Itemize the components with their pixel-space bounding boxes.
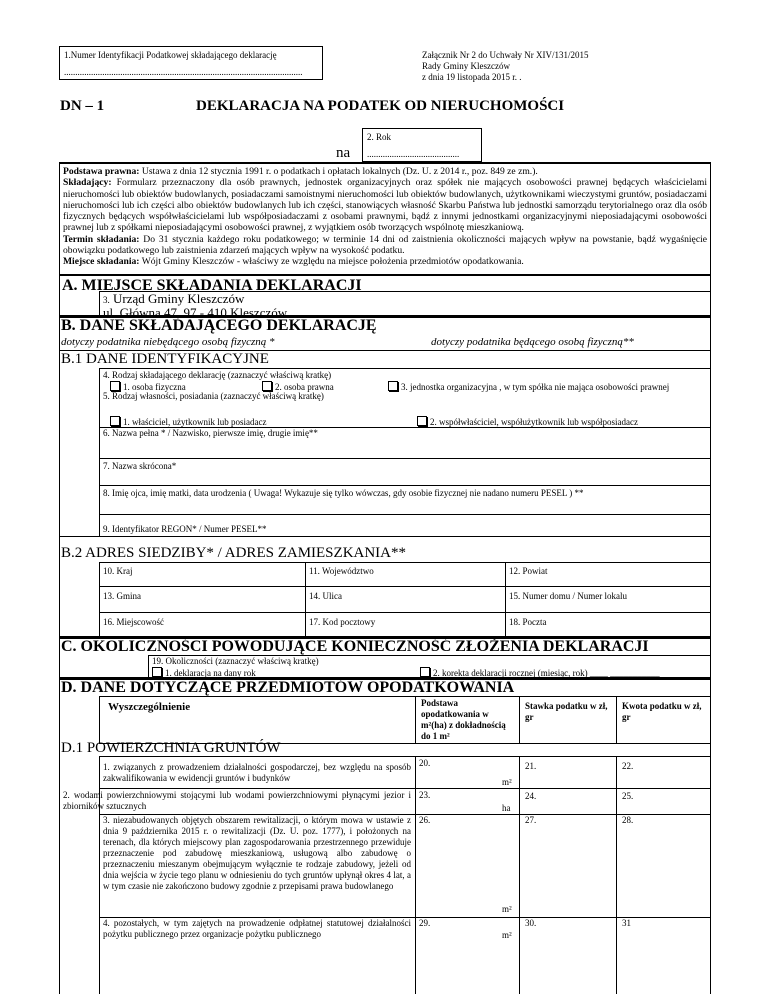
checkbox-icon[interactable] — [388, 381, 398, 391]
table-row-1-amount-no[interactable]: 22. — [622, 761, 634, 771]
table-row-2-amount-no[interactable]: 25. — [622, 791, 634, 801]
nip-label: 1.Numer Identyfikacji Podatkowej składającego deklarację — [64, 50, 277, 60]
basis-label: Podstawa prawna: — [63, 166, 140, 177]
field-19-label: 19. Okoliczności (zaznaczyć właściwą kratkę) — [152, 656, 319, 666]
year-box[interactable] — [362, 128, 482, 162]
annex-line-2: Rady Gminy Kleszczów — [422, 61, 510, 71]
office-name: Urząd Gminy Kleszczów — [109, 291, 245, 306]
field-4-label: 4. Rodzaj składającego deklarację (zaznaczyć właściwą kratkę) — [103, 370, 332, 380]
field-12-district[interactable]: 12. Powiat — [509, 566, 548, 576]
field-17-postal-code[interactable]: 17. Kod pocztowy — [309, 617, 376, 627]
table-row-2-base-no[interactable]: 23. — [419, 790, 431, 800]
opt-label: 2. osoba prawna — [275, 382, 334, 392]
table-row-2-rate-no[interactable]: 24. — [525, 791, 537, 801]
office-address: ul. Główna 47, 97 - 410 Kleszczów — [103, 305, 288, 320]
table-row-1-rate-no[interactable]: 21. — [525, 761, 537, 771]
field-4-opt-3[interactable] — [388, 381, 669, 393]
checkbox-icon[interactable] — [420, 667, 430, 677]
field-6-label[interactable]: 6. Nazwa pełna * / Nazwisko, pierwsze imię, drugie imię** — [103, 428, 318, 438]
b2-title: B.2 ADRES SIEDZIBY* / ADRES ZAMIESZKANIA** — [61, 545, 407, 561]
field-11-voivodeship[interactable]: 11. Województwo — [309, 566, 374, 576]
na-label: na — [336, 145, 351, 161]
field-5-label: 5. Rodzaj własności, posiadania (zaznaczyć właściwą kratkę) — [103, 391, 324, 401]
legal-info-box — [59, 162, 711, 275]
checkbox-icon[interactable] — [110, 416, 120, 426]
opt-label: 1. deklaracja na dany rok — [165, 668, 256, 678]
checkbox-icon[interactable] — [110, 381, 120, 391]
field-18-post-office[interactable]: 18. Poczta — [509, 617, 547, 627]
table-row-4-unit: m² — [502, 930, 512, 940]
field-9-label[interactable]: 9. Identyfikator REGON* / Numer PESEL** — [103, 524, 267, 534]
col-amount-header: Kwota podatku w zł, gr — [622, 701, 702, 722]
opt-label: 1. osoba fizyczna — [123, 382, 186, 392]
checkbox-icon[interactable] — [262, 381, 272, 391]
annex-line-1: Załącznik Nr 2 do Uchwały Nr XIV/131/2015 — [422, 50, 589, 60]
table-row-1-text: 1. związanych z prowadzeniem działalności gospodarczej, bez względu na sposób zakwalifikowania w ewidencji gruntów i budynków — [103, 762, 411, 783]
opt-label: 1. właściciel, użytkownik lub posiadacz — [123, 417, 267, 427]
opt-label: 3. jednostka organizacyjna , w tym spółka nie mająca osobowości prawnej — [401, 382, 670, 392]
field-10-country[interactable]: 10. Kraj — [103, 566, 133, 576]
table-row-4-rate-no[interactable]: 30. — [525, 918, 537, 928]
col-spec-header: Wyszczególnienie — [108, 701, 191, 713]
year-label: 2. Rok — [367, 132, 392, 142]
field-7-label[interactable]: 7. Nazwa skrócona* — [103, 461, 177, 471]
d1-title: D.1 POWIERZCHNIA GRUNTÓW — [61, 740, 281, 756]
field-16-town[interactable]: 16. Miejscowość — [103, 617, 164, 627]
checkbox-icon[interactable] — [417, 416, 427, 426]
col-rate-header: Stawka podatku w zł, gr — [525, 701, 608, 722]
field-13-municipality[interactable]: 13. Gmina — [103, 591, 141, 601]
section-b-title: B. DANE SKŁADAJĄCEGO DEKLARACJĘ — [61, 317, 377, 334]
table-row-2-text: 2. wodami powierzchniowymi stojącymi lub wodami powierzchniowymi płynącymi jezior i zbiorników sztucznych — [63, 790, 411, 811]
filer-label: Składający: — [63, 177, 112, 189]
opt-label: 2. korekta deklaracji rocznej (miesiąc, rok) ____ ___________ — [433, 668, 660, 678]
table-row-4-base-no[interactable]: 29. — [419, 918, 431, 928]
year-dots: ......................................... — [367, 149, 460, 159]
b1-title: B.1 DANE IDENTYFIKACYJNE — [61, 351, 269, 367]
place-label: Miejsce składania: — [63, 256, 140, 268]
annex-line-3: z dnia 19 listopada 2015 r. . — [422, 72, 522, 82]
opt-label: 2. współwłaściciel, współużytkownik lub współposiadacz — [430, 417, 638, 427]
table-row-1-unit: m² — [502, 777, 512, 787]
table-row-1-base-no[interactable]: 20. — [419, 758, 431, 768]
table-row-3-text: 3. niezabudowanych objętych obszarem rewitalizacji, o którym mowa w ustawie z dnia 9 października 2015 r. o rewitalizacji (Dz. U. poz. 1777), i położonych na terenach, dla których miejscowy plan zagospodarowania przestrzennego przewiduje przeznaczenie pod zabudowę mieszkaniową, usługową albo zabudowę o przeznaczeniu mieszanym obejmującym wyłącznie te rodzaje zabudowy, jeżeli od dnia wejścia w życie tego planu w odniesieniu do tych gruntów upłynął okres 4 lat, a w tym czasie nie zakończono budowy zgodnie z przepisami prawa budowlanego — [103, 815, 411, 891]
table-row-4-text: 4. pozostałych, w tym zajętych na prowadzenie odpłatnej statutowej działalności pożytku publicznego przez organizacje pożytku publicznego — [103, 918, 411, 939]
page-title: DEKLARACJA NA PODATEK OD NIERUCHOMOŚCI — [196, 98, 565, 114]
office-box — [99, 291, 711, 320]
field-8-label[interactable]: 8. Imię ojca, imię matki, data urodzenia ( Uwaga! Wykazuje się tylko wówczas, gdy osobie fizycznej nie nadano numeru PESEL ) ** — [103, 488, 584, 498]
deadline-text: Do 31 stycznia każdego roku podatkowego; w terminie 14 dni od zaistnienia okoliczności mających wpływ na powstanie, bądź wygaśnięcie obowiązku podatkowego lub zaistnienia zdarzeń mających wpływ na wysokość podatku. — [63, 233, 707, 257]
place-text: Wójt Gminy Kleszczów - właściwy ze względu na miejsce położenia przedmiotów opodatkowania. — [139, 256, 524, 268]
table-header — [99, 696, 711, 744]
deadline-label: Termin składania: — [63, 233, 140, 245]
table-row-2-unit: ha — [502, 803, 511, 813]
table-row-3-unit: m² — [502, 904, 512, 914]
field-3-number: 3. — [103, 295, 110, 305]
field-14-street[interactable]: 14. Ulica — [309, 591, 342, 601]
form-code: DN – 1 — [60, 98, 105, 114]
table-row-3-amount-no[interactable]: 28. — [622, 815, 634, 825]
filer-text: Formularz przeznaczony dla osób prawnych, jednostek organizacyjnych oraz spółek nie mających osobowości prawnej będących właścicielami nieruchomości lub obiektów budowlanych, posiadaczami samoistnymi nieruchomości lub obiektów budowlanych, użytkownikami wieczystymi gruntów, posiadaczami nieruchomości lub ich części albo obiektów budowlanych lub ich części, stanowiących własność Skarbu Państwa lub jednostki samorządu terytorialnego oraz dla osób fizycznych będących współwłaścicielami lub współposiadaczami z osobami prawnymi, bądź z innymi jednostkami organizacyjnymi nieposiadającymi osobowości prawnej lub z spółkami nieposiadającymi osobowości prawnej, z wyjątkiem osób tworzących wspólnotę mieszkaniową. — [63, 177, 707, 234]
section-d-title: D. DANE DOTYCZĄCE PRZEDMIOTÓW OPODATKOWANIA — [61, 679, 515, 696]
checkbox-icon[interactable] — [152, 667, 162, 677]
note-natural-person: dotyczy podatnika będącego osobą fizyczną** — [431, 336, 634, 348]
table-row-3-base-no[interactable]: 26. — [419, 815, 431, 825]
section-c-title: C. OKOLICZNOŚCI POWODUJĄCE KONIECZNOŚĆ ZŁOŻENIA DEKLARACJI — [61, 638, 649, 655]
basis-text: Ustawa z dnia 12 stycznia 1991 r. o podatkach i opłatach lokalnych (Dz. U. z 2014 r., poz. 849 ze zm.). — [139, 166, 538, 177]
nip-dots: .......................................................................................................... — [64, 67, 303, 77]
table-row-3-rate-no[interactable]: 27. — [525, 815, 537, 825]
legal-text — [63, 166, 707, 268]
field-15-house-number[interactable]: 15. Numer domu / Numer lokalu — [509, 591, 627, 601]
col-base-header: Podstawa opodatkowania w m²(ha) z dokładnością do 1 m² — [421, 698, 506, 741]
table-row-4-amount-no[interactable]: 31 — [622, 918, 631, 928]
nip-box[interactable] — [59, 46, 323, 80]
section-a-title: A. MIEJSCE SKŁADANIA DEKLARACJI — [62, 277, 362, 294]
note-legal-entity: dotyczy podatnika niebędącego osobą fizyczną * — [61, 336, 275, 348]
